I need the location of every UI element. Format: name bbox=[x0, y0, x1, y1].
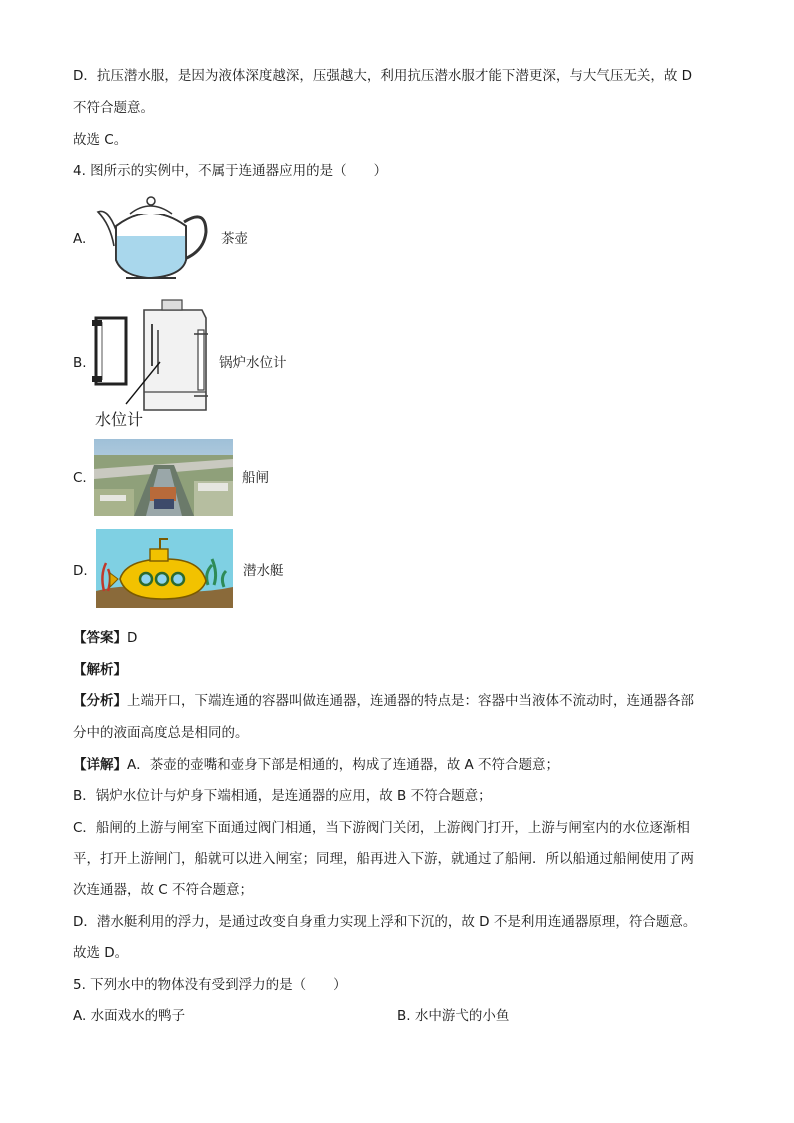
answer-value: D bbox=[127, 630, 138, 646]
water-gauge-label: 水位计 bbox=[95, 410, 144, 429]
option-b-letter: B. bbox=[73, 355, 87, 371]
detail-line: D．潜水艇利用的浮力，是通过改变自身重力实现上浮和下沉的，故 D 不是利用连通器原理，符合题意。 bbox=[73, 914, 697, 930]
text-line: 故选 C。 bbox=[73, 132, 128, 148]
text-line: D．抗压潜水服，是因为液体深度越深，压强越大，利用抗压潜水服才能下潜更深，与大气压无关，故 D bbox=[73, 68, 693, 84]
option-a-letter: A. bbox=[73, 231, 87, 247]
option-d-caption: 潜水艇 bbox=[243, 563, 284, 579]
xiangjie-text-1: A．茶壶的壶嘴和壶身下部是相通的，构成了连通器，故 A 不符合题意； bbox=[127, 757, 560, 773]
option-a-caption: 茶壶 bbox=[221, 231, 248, 247]
question-5-stem: 5. 下列水中的物体没有受到浮力的是（ ） bbox=[73, 977, 347, 993]
teapot-figure bbox=[94, 190, 212, 282]
xiangjie-line-1 bbox=[73, 755, 559, 775]
fenxi-line-2: 分中的液面高度总是相同的。 bbox=[73, 725, 249, 741]
detail-line: 平，打开上游闸门，船就可以进入闸室；同理，船再进入下游，就通过了船闸．所以船通过船闸使用了两 bbox=[73, 851, 694, 867]
q5-option-a: A. 水面戏水的鸭子 bbox=[73, 1008, 186, 1024]
detail-line: B．锅炉水位计与炉身下端相通，是连通器的应用，故 B 不符合题意； bbox=[73, 788, 492, 804]
question-4-stem: 4. 图所示的实例中，不属于连通器应用的是（ ） bbox=[73, 163, 388, 179]
ship-lock-photo bbox=[94, 439, 233, 516]
xiangjie-label: 【详解】 bbox=[73, 757, 127, 773]
option-b-caption: 锅炉水位计 bbox=[219, 355, 287, 371]
text-line: 不符合题意。 bbox=[73, 100, 154, 116]
fenxi-text-1: 上端开口，下端连通的容器叫做连通器，连通器的特点是：容器中当液体不流动时，连通器各部 bbox=[127, 693, 694, 709]
fenxi-line-1 bbox=[73, 691, 694, 711]
detail-line: 故选 D。 bbox=[73, 945, 129, 961]
fenxi-label: 【分析】 bbox=[73, 693, 127, 709]
answer-line bbox=[73, 628, 137, 648]
submarine-cartoon bbox=[96, 529, 233, 608]
option-d-letter: D. bbox=[73, 563, 88, 579]
answer-label: 【答案】 bbox=[73, 630, 127, 646]
analysis-title: 【解析】 bbox=[73, 662, 127, 678]
option-c-caption: 船闸 bbox=[242, 470, 269, 486]
option-c-letter: C. bbox=[73, 470, 87, 486]
detail-line: 次连通器，故 C 不符合题意； bbox=[73, 882, 254, 898]
detail-line: C．船闸的上游与闸室下面通过阀门相通，当下游阀门关闭，上游阀门打开，上游与闸室内的水位逐渐相 bbox=[73, 820, 690, 836]
q5-option-b: B. 水中游弋的小鱼 bbox=[397, 1008, 510, 1024]
